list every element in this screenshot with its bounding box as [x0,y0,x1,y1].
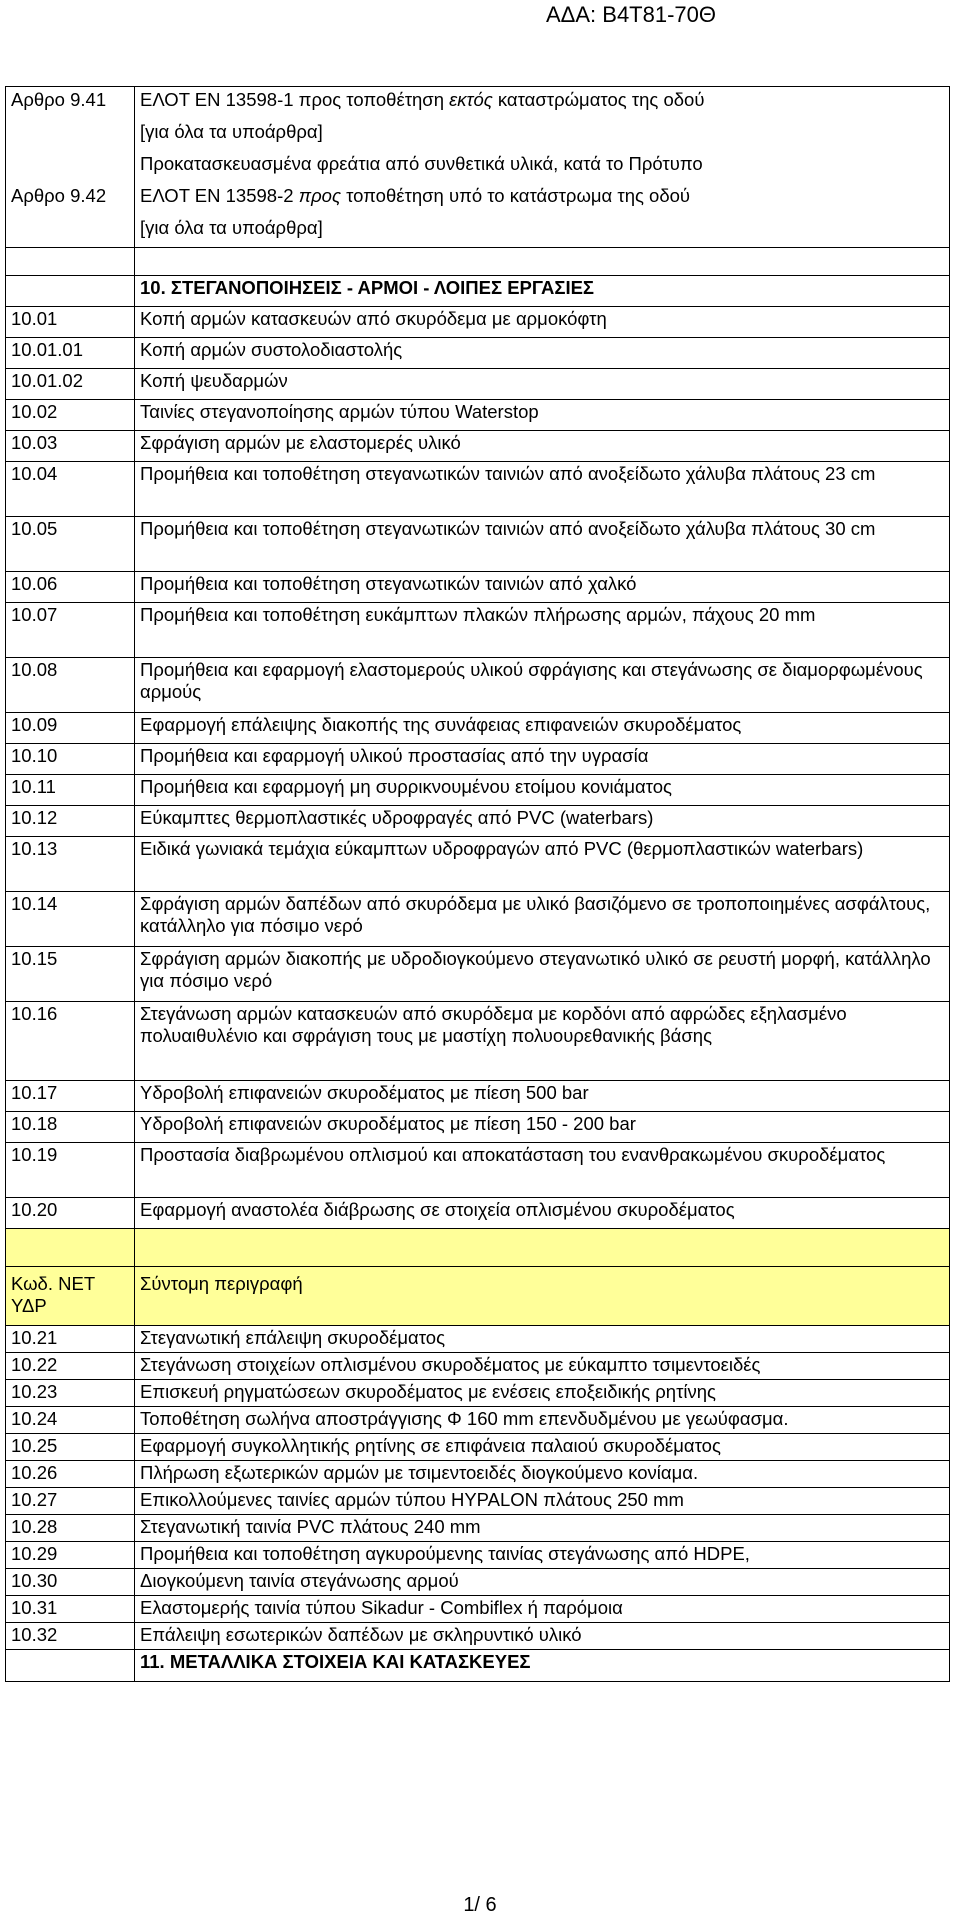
table-row [6,1515,950,1542]
code-cell: 10.19 [6,1143,135,1198]
section-heading-row [6,1650,950,1682]
table-row [6,338,950,369]
table-row [6,658,950,713]
table-row [6,307,950,338]
emphasis-text: εκτός [449,89,493,110]
table-row [6,119,950,151]
table-row [6,1623,950,1650]
description-cell: ΕΛΟΤ ΕΝ 13598-2 προς τοποθέτηση υπό το κατάστρωμα της οδού [135,183,950,215]
description-cell: Προμήθεια και τοποθέτηση στεγανωτικών ταινιών από ανοξείδωτο χάλυβα πλάτους 23 cm [135,462,950,517]
table-row [6,1488,950,1515]
table-row [6,572,950,603]
table-row [6,1542,950,1569]
ada-header: ΑΔΑ: Β4Τ81-70Θ [546,2,716,27]
description-cell: Προμήθεια και τοποθέτηση στεγανωτικών ταινιών από χαλκό [135,572,950,603]
description-cell: Προμήθεια και εφαρμογή υλικού προστασίας από την υγρασία [135,744,950,775]
code-cell: 10.03 [6,431,135,462]
code-cell: 10.29 [6,1542,135,1569]
code-cell: 10.01.02 [6,369,135,400]
table-row [6,1353,950,1380]
code-cell: 10.18 [6,1112,135,1143]
code-cell: 10.22 [6,1353,135,1380]
description-cell: Ειδικά γωνιακά τεμάχια εύκαμπτων υδροφραγών από PVC (θερμοπλαστικών waterbars) [135,837,950,892]
table-row [6,603,950,658]
table-row [6,400,950,431]
code-cell: 10.01.01 [6,338,135,369]
code-cell: 10.16 [6,1002,135,1081]
code-cell: 10.24 [6,1407,135,1434]
description-cell: Σφράγιση αρμών δαπέδων από σκυρόδεμα με υλικό βασιζόμενο σε τροποποιημένες ασφάλτους, κατάλληλο για πόσιμο νερό [135,892,950,947]
table-row [6,1569,950,1596]
description-cell: Κοπή αρμών κατασκευών από σκυρόδεμα με αρμοκόφτη [135,307,950,338]
code-cell [6,1650,135,1682]
description-cell: Εφαρμογή επάλειψης διακοπής της συνάφειας επιφανειών σκυροδέματος [135,713,950,744]
description-cell: Στεγάνωση στοιχείων οπλισμένου σκυροδέματος με εύκαμπτο τσιμεντοειδές [135,1353,950,1380]
description-cell: Προστασία διαβρωμένου οπλισμού και αποκατάσταση του ενανθρακωμένου σκυροδέματος [135,1143,950,1198]
description-cell: Εύκαμπτες θερμοπλαστικές υδροφραγές από PVC (waterbars) [135,806,950,837]
table-row [6,744,950,775]
code-cell: 10.20 [6,1198,135,1229]
code-cell: Αρθρο 9.41 [6,87,135,120]
code-cell: 10.10 [6,744,135,775]
table-row [6,151,950,183]
table-row [6,431,950,462]
description-cell: [για όλα τα υποάρθρα] [135,215,950,248]
description-cell: Υδροβολή επιφανειών σκυροδέματος με πίεση 500 bar [135,1081,950,1112]
code-cell: 10.15 [6,947,135,1002]
section-title: 10. ΣΤΕΓΑΝΟΠΟΙΗΣΕΙΣ - ΑΡΜΟΙ - ΛΟΙΠΕΣ ΕΡΓΑΣΙΕΣ [135,276,950,307]
description-cell: Επικολλούμενες ταινίες αρμών τύπου HYPALON πλάτους 250 mm [135,1488,950,1515]
description-cell: Διογκούμενη ταινία στεγάνωσης αρμού [135,1569,950,1596]
description-cell: Επάλειψη εσωτερικών δαπέδων με σκληρυντικό υλικό [135,1623,950,1650]
table-row [6,837,950,892]
table-row [6,713,950,744]
code-cell: 10.31 [6,1596,135,1623]
description-cell: Ελαστομερής ταινία τύπου Sikadur - Combiflex ή παρόμοια [135,1596,950,1623]
code-cell: 10.04 [6,462,135,517]
code-cell: 10.11 [6,775,135,806]
description-cell: Σφράγιση αρμών διακοπής με υδροδιογκούμενο στεγανωτικό υλικό σε ρευστή μορφή, κατάλληλο για πόσιμο νερό [135,947,950,1002]
description-cell: Προκατασκευασμένα φρεάτια από συνθετικά υλικά, κατά το Πρότυπο [135,151,950,183]
code-cell: 10.12 [6,806,135,837]
description-cell [135,1229,950,1267]
code-cell: 10.02 [6,400,135,431]
code-column-header: Κωδ. ΝΕΤ ΥΔΡ [6,1267,135,1326]
table-row [6,806,950,837]
code-cell [6,1229,135,1267]
description-cell: Υδροβολή επιφανειών σκυροδέματος με πίεση 150 - 200 bar [135,1112,950,1143]
code-cell: 10.26 [6,1461,135,1488]
code-cell [6,119,135,151]
code-cell: Αρθρο 9.42 [6,183,135,215]
description-cell: Πλήρωση εξωτερικών αρμών με τσιμεντοειδές διογκούμενο κονίαμα. [135,1461,950,1488]
table-row [6,87,950,120]
table-row [6,892,950,947]
table-row [6,1596,950,1623]
spacer-row [6,1229,950,1267]
table-row [6,1407,950,1434]
page-number: 1/ 6 [463,1894,497,1916]
table-header-row [6,1267,950,1326]
description-cell [135,248,950,276]
code-cell: 10.01 [6,307,135,338]
description-cell: Κοπή ψευδαρμών [135,369,950,400]
code-cell: 10.08 [6,658,135,713]
section-heading-row [6,276,950,307]
description-cell: Επισκευή ρηγματώσεων σκυροδέματος με ενέσεις εποξειδικής ρητίνης [135,1380,950,1407]
description-cell: Εφαρμογή αναστολέα διάβρωσης σε στοιχεία οπλισμένου σκυροδέματος [135,1198,950,1229]
description-cell: Προμήθεια και τοποθέτηση ευκάμπτων πλακών πλήρωσης αρμών, πάχους 20 mm [135,603,950,658]
articles-table [5,86,950,1682]
description-cell: Προμήθεια και τοποθέτηση αγκυρούμενης ταινίας στεγάνωσης από HDPE, [135,1542,950,1569]
description-cell: [για όλα τα υποάρθρα] [135,119,950,151]
code-cell: 10.09 [6,713,135,744]
description-cell: Τοποθέτηση σωλήνα αποστράγγισης Φ 160 mm επενδυδμένου με γεωύφασμα. [135,1407,950,1434]
code-cell: 10.23 [6,1380,135,1407]
description-cell: Στεγάνωση αρμών κατασκευών από σκυρόδεμα με κορδόνι από αφρώδες εξηλασμένο πολυαιθυλένιο και σφράγιση τους με μαστίχη πολυουρεθανικής βάσης [135,1002,950,1081]
code-cell: 10.28 [6,1515,135,1542]
description-cell: Προμήθεια και εφαρμογή ελαστομερούς υλικού σφράγισης και στεγάνωσης σε διαμορφωμένους αρμούς [135,658,950,713]
description-cell: Εφαρμογή συγκολλητικής ρητίνης σε επιφάνεια παλαιού σκυροδέματος [135,1434,950,1461]
description-column-header: Σύντομη περιγραφή [135,1267,950,1326]
code-cell [6,276,135,307]
code-cell: 10.14 [6,892,135,947]
table-row [6,775,950,806]
description-cell: Προμήθεια και εφαρμογή μη συρρικνουμένου ετοίμου κονιάματος [135,775,950,806]
description-cell: Ταινίες στεγανοποίησης αρμών τύπου Waterstop [135,400,950,431]
blank-row [6,248,950,276]
code-cell [6,248,135,276]
code-cell: 10.13 [6,837,135,892]
code-cell: 10.17 [6,1081,135,1112]
table-row [6,183,950,215]
table-row [6,1002,950,1081]
table-row [6,1380,950,1407]
code-cell: 10.07 [6,603,135,658]
code-cell [6,215,135,248]
code-cell: 10.25 [6,1434,135,1461]
description-cell: Στεγανωτική ταινία PVC πλάτους 240 mm [135,1515,950,1542]
table-row [6,947,950,1002]
code-cell [6,151,135,183]
table-row [6,1081,950,1112]
table-row [6,1112,950,1143]
code-cell: 10.05 [6,517,135,572]
table-row [6,1143,950,1198]
code-cell: 10.30 [6,1569,135,1596]
description-cell: Σφράγιση αρμών με ελαστομερές υλικό [135,431,950,462]
table-row [6,215,950,248]
table-row [6,1434,950,1461]
code-cell: 10.27 [6,1488,135,1515]
table-row [6,1326,950,1353]
table-row [6,1198,950,1229]
table-row [6,1461,950,1488]
description-cell: Κοπή αρμών συστολοδιαστολής [135,338,950,369]
table-row [6,462,950,517]
emphasis-text: προς [298,185,341,206]
description-cell: Στεγανωτική επάλειψη σκυροδέματος [135,1326,950,1353]
table-row [6,369,950,400]
table-row [6,517,950,572]
description-cell: ΕΛΟΤ ΕΝ 13598-1 προς τοποθέτηση εκτός καταστρώματος της οδού [135,87,950,120]
code-cell: 10.32 [6,1623,135,1650]
code-cell: 10.21 [6,1326,135,1353]
description-cell: Προμήθεια και τοποθέτηση στεγανωτικών ταινιών από ανοξείδωτο χάλυβα πλάτους 30 cm [135,517,950,572]
code-cell: 10.06 [6,572,135,603]
section-title: 11. ΜΕΤΑΛΛΙΚΑ ΣΤΟΙΧΕΙΑ ΚΑΙ ΚΑΤΑΣΚΕΥΕΣ [135,1650,950,1682]
